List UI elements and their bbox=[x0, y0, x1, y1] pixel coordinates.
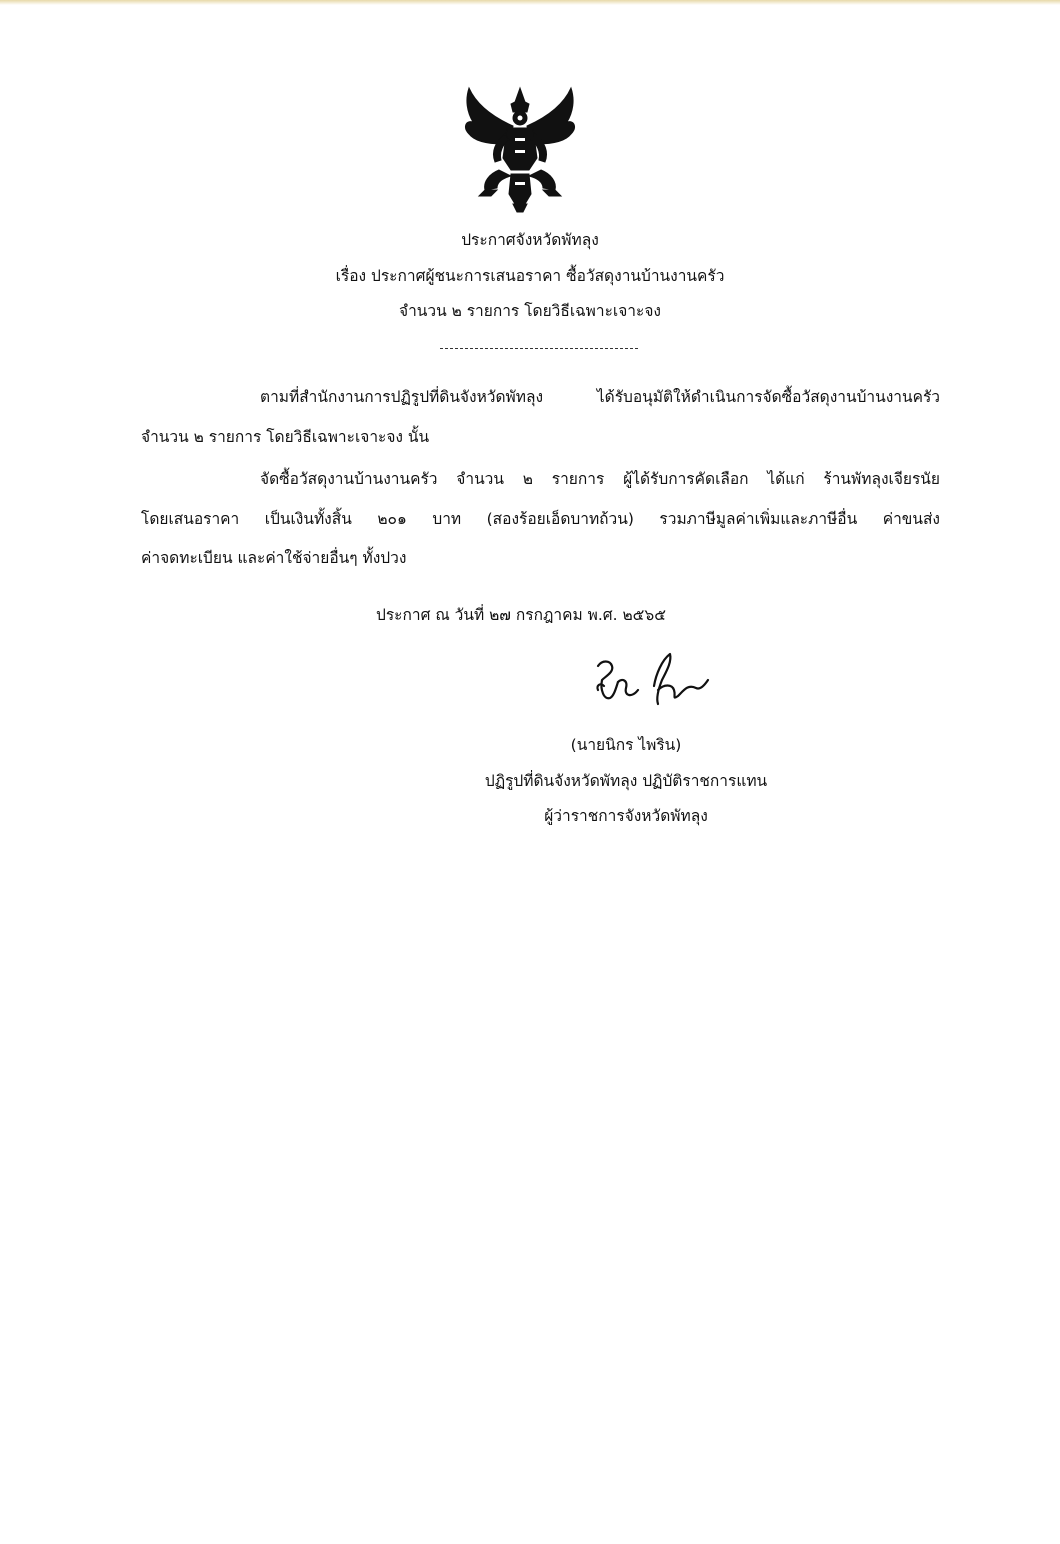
heading-divider bbox=[440, 348, 638, 349]
paragraph2-line2: โดยเสนอราคา เป็นเงินทั้งสิ้น ๒๐๑ บาท (สองร้อยเอ็ดบาทถ้วน) รวมภาษีมูลค่าเพิ่มและภาษีอื่น ค่าขนส่ง bbox=[141, 510, 940, 528]
handwritten-signature bbox=[592, 650, 712, 710]
document-subject-line2: จำนวน ๒ รายการ โดยวิธีเฉพาะเจาะจง bbox=[398, 302, 661, 320]
paragraph2-line3: ค่าจดทะเบียน และค่าใช้จ่ายอื่นๆ ทั้งปวง bbox=[141, 549, 407, 567]
announce-date: ประกาศ ณ วันที่ ๒๗ กรกฎาคม พ.ศ. ๒๕๖๕ bbox=[376, 606, 666, 624]
signatory-on-behalf: ผู้ว่าราชการจังหวัดพัทลุง bbox=[544, 807, 708, 825]
paragraph1-line2: จำนวน ๒ รายการ โดยวิธีเฉพาะเจาะจง นั้น bbox=[141, 428, 430, 446]
garuda-emblem-icon bbox=[455, 78, 585, 218]
page-top-edge bbox=[0, 0, 1060, 5]
signatory-position: ปฏิรูปที่ดินจังหวัดพัทลุง ปฏิบัติราชการแทน bbox=[484, 772, 768, 790]
document-subject: เรื่อง ประกาศผู้ชนะการเสนอราคา ซื้อวัสดุงานบ้านงานครัว bbox=[335, 267, 725, 285]
document-title: ประกาศจังหวัดพัทลุง bbox=[461, 231, 599, 249]
paragraph1-line1: ตามที่สำนักงานการปฏิรูปที่ดินจังหวัดพัทลุง ได้รับอนุมัติให้ดำเนินการจัดซื้อวัสดุงานบ้านงานครัว bbox=[260, 388, 940, 406]
paragraph2-line1: จัดซื้อวัสดุงานบ้านงานครัว จำนวน ๒ รายการ ผู้ได้รับการคัดเลือก ได้แก่ ร้านพัทลุงเจียรนัย bbox=[260, 470, 940, 488]
signatory-name: (นายนิกร ไพริน) bbox=[570, 736, 682, 754]
